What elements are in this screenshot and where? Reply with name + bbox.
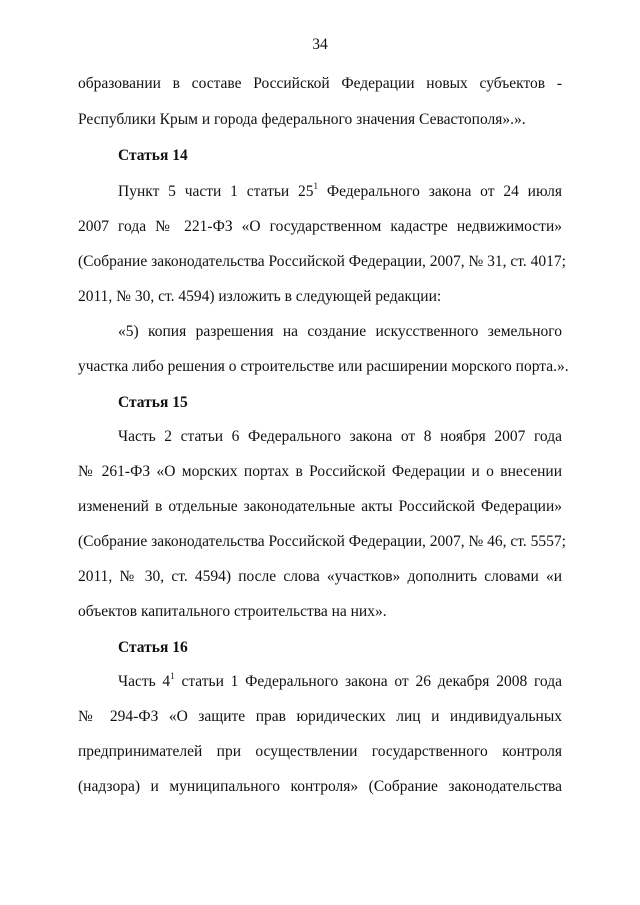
- text-line: «5) копия разрешения на создание искусственного земельного: [118, 323, 562, 340]
- page-number: 34: [312, 36, 328, 53]
- text-line: (Собрание законодательства Российской Федерации, 2007, № 46, ст. 5557;: [78, 533, 566, 550]
- text-line: 2011, № 30, ст. 4594) после слова «участков» дополнить словами «и: [78, 568, 562, 585]
- text-line: Часть 2 статьи 6 Федерального закона от 8 ноября 2007 года: [118, 428, 562, 445]
- text-line: участка либо решения о строительстве или расширении морского порта.».: [78, 358, 569, 375]
- text-line: № 294-ФЗ «О защите прав юридических лиц и индивидуальных: [78, 708, 562, 725]
- text-fragment: Федерального закона от 24 июля: [318, 183, 562, 200]
- text-line: образовании в составе Российской Федерации новых субъектов -: [78, 75, 562, 92]
- text-fragment: Часть 4: [118, 673, 171, 690]
- text-fragment: Пункт 5 части 1 статьи 25: [118, 183, 314, 200]
- text-line: [118, 672, 562, 692]
- superscript: 1: [170, 671, 175, 681]
- superscript: 1: [313, 181, 319, 191]
- text-line: 2007 года № 221-ФЗ «О государственном кадастре недвижимости»: [78, 218, 562, 235]
- text-line: № 261-ФЗ «О морских портах в Российской Федерации и о внесении: [78, 463, 562, 480]
- text-line: [118, 182, 562, 202]
- article-15-heading: Статья 15: [118, 394, 188, 411]
- text-fragment: статьи 1 Федерального закона от 26 декабря 2008 года: [174, 673, 562, 690]
- text-line: Республики Крым и города федерального значения Севастополя».».: [78, 111, 526, 128]
- text-line: предпринимателей при осуществлении государственного контроля: [78, 743, 562, 760]
- text-line: 2011, № 30, ст. 4594) изложить в следующей редакции:: [78, 288, 442, 305]
- text-line: (Собрание законодательства Российской Федерации, 2007, № 31, ст. 4017;: [78, 253, 566, 270]
- text-line: (надзора) и муниципального контроля» (Собрание законодательства: [78, 778, 562, 795]
- article-16-heading: Статья 16: [118, 639, 188, 656]
- article-14-heading: Статья 14: [118, 147, 188, 164]
- text-line: изменений в отдельные законодательные акты Российской Федерации»: [78, 498, 562, 515]
- text-line: объектов капитального строительства на них».: [78, 603, 387, 620]
